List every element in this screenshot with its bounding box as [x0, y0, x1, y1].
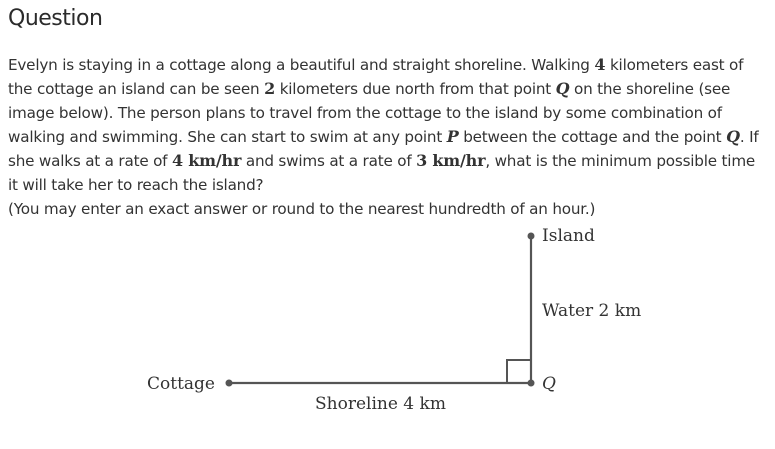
question-text-part: and swims at a rate of	[241, 152, 417, 170]
answer-note: (You may enter an exact answer or round to the nearest hundredth of an hour.)	[8, 200, 596, 218]
cottage-point	[226, 380, 233, 387]
cottage-label: Cottage	[147, 374, 215, 394]
point-q: Q	[726, 127, 740, 146]
question-text-part: between the cottage and the point	[458, 128, 727, 146]
walk-distance: 4	[594, 55, 606, 74]
q-point	[528, 380, 535, 387]
water-label: Water 2 km	[542, 301, 642, 321]
point-q: Q	[555, 79, 570, 98]
north-distance: 2	[264, 79, 276, 98]
question-text-part: , what is the minimum possible time it will take her to reach the island?	[8, 152, 756, 194]
question-text-part: on the shoreline (see image below). The person plans to travel from the cottage to the island by some combination of walking and swimming. She can start to swim at any point	[8, 80, 731, 146]
q-label: Q	[542, 374, 556, 394]
swim-rate: 3 km/hr	[416, 151, 486, 170]
walk-rate: 4 km/hr	[171, 151, 242, 170]
question-text-part: kilometers east of the cottage an island can be seen	[8, 56, 744, 98]
question-text-part: kilometers due north from that point	[275, 80, 556, 98]
shoreline-label: Shoreline 4 km	[315, 394, 446, 414]
point-p: P	[446, 127, 459, 146]
page-title: Question	[8, 6, 103, 31]
question-text-part: . If she walks at a rate of	[8, 128, 759, 170]
island-point	[528, 233, 535, 240]
island-label: Island	[542, 226, 595, 246]
right-angle-marker	[507, 360, 531, 383]
question-text-part: Evelyn is staying in a cottage along a beautiful and straight shoreline. Walking	[8, 56, 595, 74]
